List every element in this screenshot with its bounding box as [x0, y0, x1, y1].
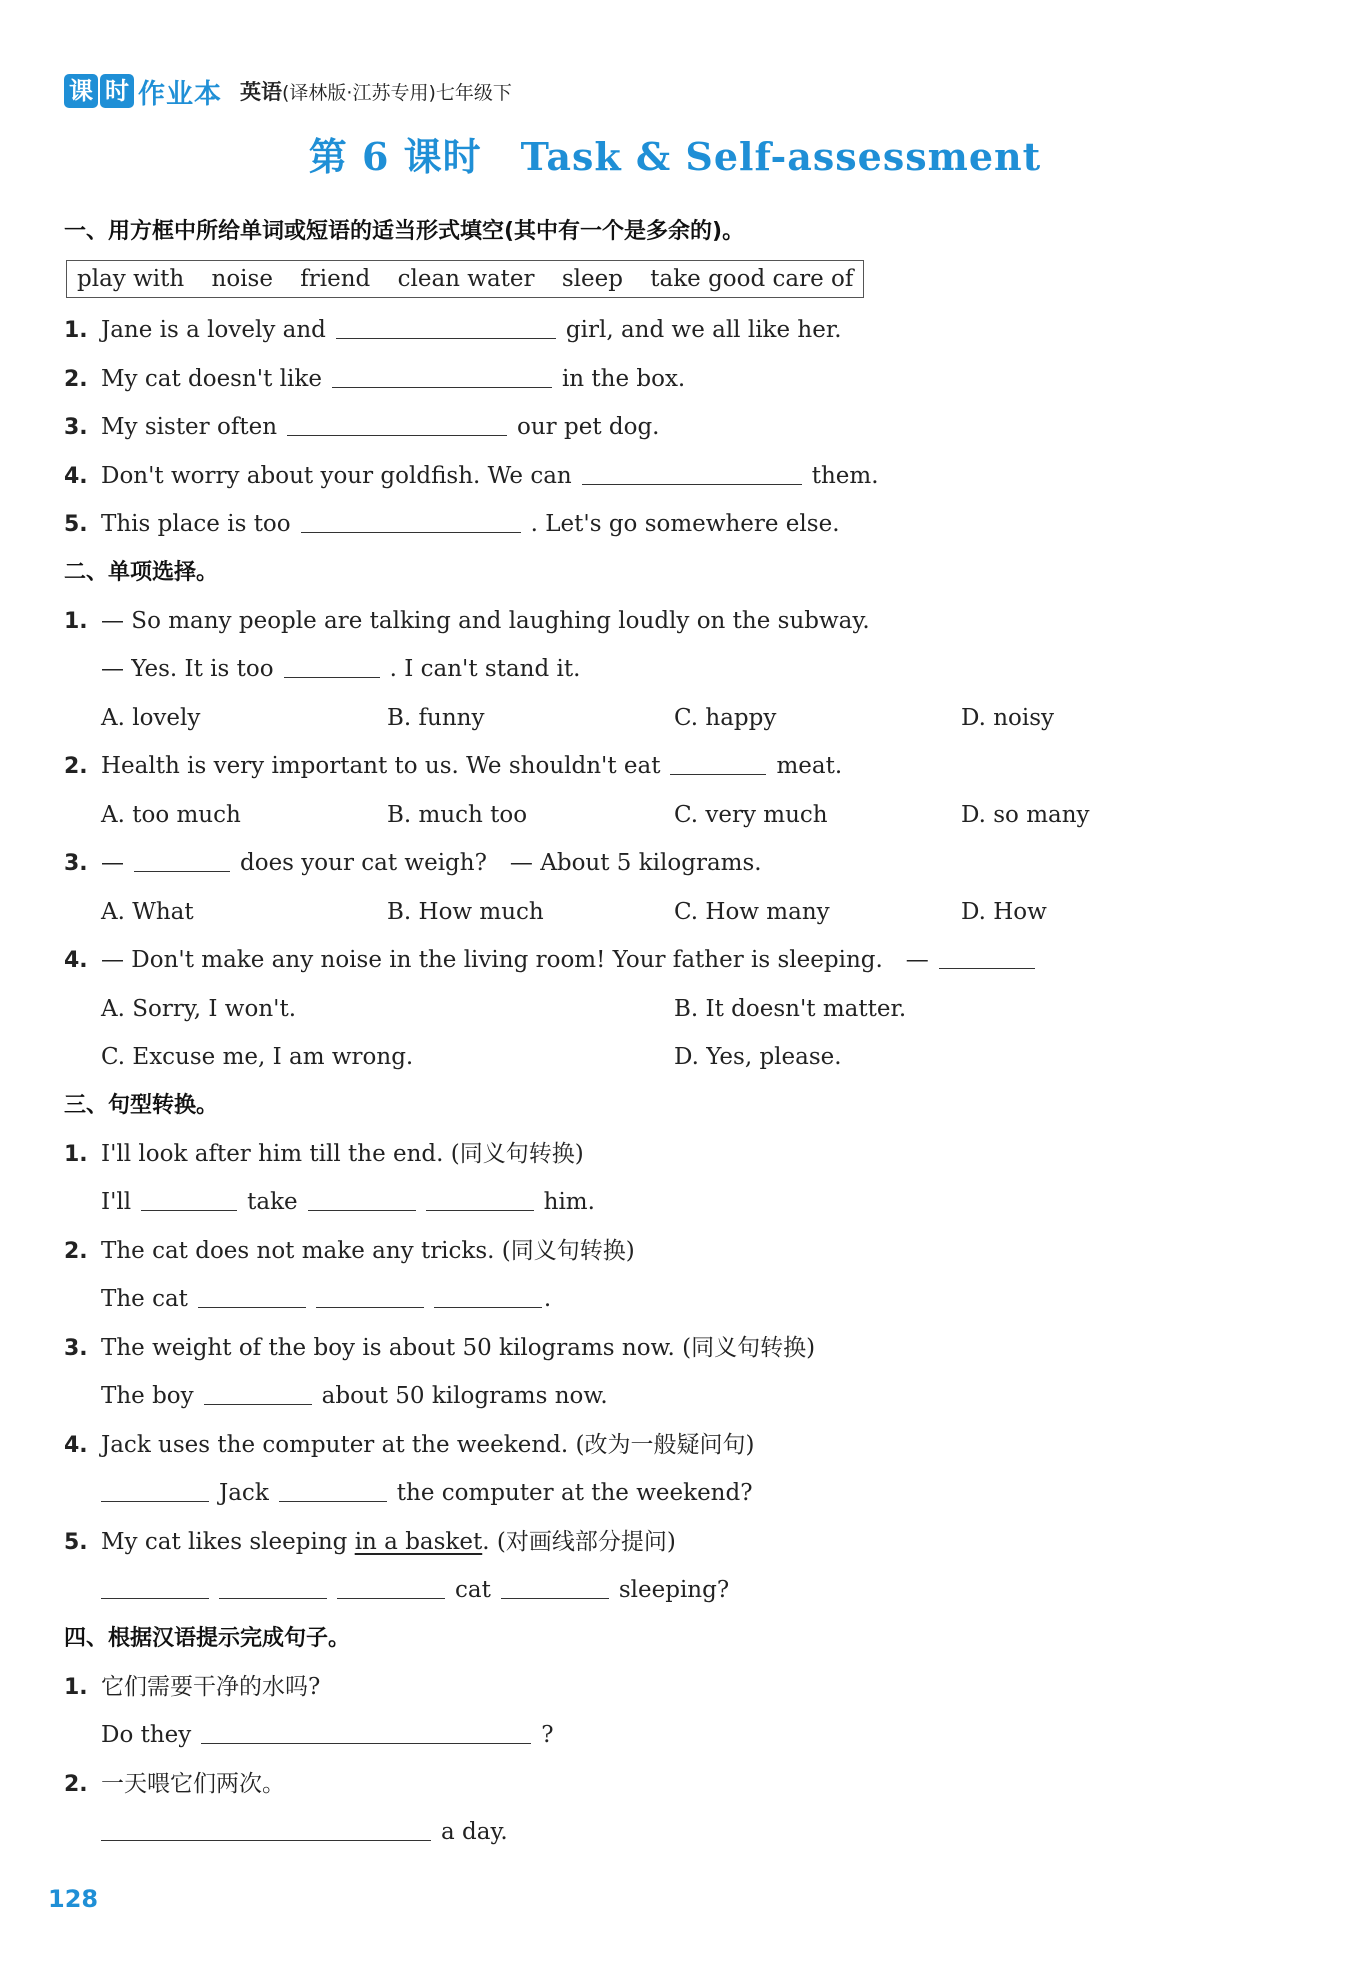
option-c[interactable]: C. How many [674, 898, 830, 925]
answer-blank[interactable] [426, 1184, 534, 1211]
answer-blank[interactable] [308, 1184, 416, 1211]
answer-blank[interactable] [939, 942, 1035, 969]
s3-question-1: 1. I'll look after him till the end. (同义句转换) [64, 1140, 584, 1167]
s2-q2-options [64, 791, 1284, 840]
answer-blank[interactable] [337, 1572, 445, 1599]
s3-question-4: 4. Jack uses the computer at the weekend. (改为一般疑问句) [64, 1431, 755, 1458]
book-logo [64, 74, 134, 108]
lesson-title: 第 6 课时 Task & Self-assessment [308, 134, 1042, 179]
logo-char-1: 课 [64, 74, 98, 108]
s1-question-1: 1. Jane is a lovely and girl, and we all like her. [64, 306, 1284, 355]
s3-answer-2: The cat . [64, 1275, 1284, 1324]
section-3-title: 三、句型转换。 [64, 1092, 219, 1118]
s1-question-3: 3. My sister often our pet dog. [64, 403, 1284, 452]
s2-question-1: 1. — So many people are talking and laughing loudly on the subway. [64, 607, 870, 634]
option-c[interactable]: C. happy [674, 704, 777, 731]
s1-question-2: 2. My cat doesn't like in the box. [64, 355, 1284, 404]
answer-blank[interactable] [134, 845, 230, 872]
option-b[interactable]: B. It doesn't matter. [674, 995, 907, 1022]
answer-blank[interactable] [284, 651, 380, 678]
answer-blank[interactable] [141, 1184, 237, 1211]
option-d[interactable]: D. noisy [961, 704, 1055, 731]
answer-blank[interactable] [198, 1281, 306, 1308]
word-box-item: noise [211, 266, 273, 292]
answer-blank[interactable] [316, 1281, 424, 1308]
exercise-content [64, 208, 1284, 1857]
page-number: 128 [48, 1885, 99, 1913]
option-d[interactable]: D. so many [961, 801, 1090, 828]
word-box [66, 260, 864, 298]
answer-blank[interactable] [670, 748, 766, 775]
answer-blank[interactable] [336, 312, 556, 339]
answer-blank[interactable] [101, 1475, 209, 1502]
s3-answer-1: I'll take him. [64, 1178, 1284, 1227]
s4-answer-1: Do they ? [64, 1711, 1284, 1760]
option-a[interactable]: A. What [101, 898, 194, 925]
s2-question-1-reply: — Yes. It is too . I can't stand it. [64, 645, 1284, 694]
s4-question-1: 1. 它们需要干净的水吗? [64, 1673, 321, 1700]
option-c[interactable]: C. very much [674, 801, 828, 828]
option-d[interactable]: D. Yes, please. [674, 1044, 842, 1070]
answer-blank[interactable] [204, 1378, 312, 1405]
answer-blank[interactable] [332, 361, 552, 388]
s3-question-3: 3. The weight of the boy is about 50 kilograms now. (同义句转换) [64, 1334, 816, 1361]
word-box-item: sleep [561, 266, 623, 292]
logo-char-2: 时 [100, 74, 134, 108]
logo-text: 作业本 [138, 78, 222, 110]
section-4-title: 四、根据汉语提示完成句子。 [64, 1625, 351, 1651]
option-a[interactable]: A. lovely [101, 704, 201, 731]
option-d[interactable]: D. How [961, 898, 1047, 925]
underlined-phrase: in a basket [354, 1528, 483, 1555]
s3-question-5: 5. My cat likes sleeping in a basket. (对画线部分提问) [64, 1528, 676, 1555]
s2-q4-options-row1 [64, 985, 1284, 1034]
s3-question-2: 2. The cat does not make any tricks. (同义句转换) [64, 1237, 635, 1264]
s4-question-2: 2. 一天喂它们两次。 [64, 1770, 285, 1797]
answer-blank[interactable] [101, 1572, 209, 1599]
s2-question-4: 4. — Don't make any noise in the living room! Your father is sleeping. — [64, 936, 1284, 985]
section-2-title: 二、单项选择。 [64, 559, 219, 585]
s2-q4-options-row2 [64, 1033, 1284, 1082]
s4-answer-2: a day. [64, 1808, 1284, 1857]
answer-blank[interactable] [434, 1281, 542, 1308]
s3-answer-3: The boy about 50 kilograms now. [64, 1372, 1284, 1421]
option-c[interactable]: C. Excuse me, I am wrong. [101, 1044, 414, 1070]
option-b[interactable]: B. funny [387, 704, 485, 731]
answer-blank[interactable] [201, 1717, 531, 1744]
answer-blank[interactable] [301, 506, 521, 533]
s2-q1-options [64, 694, 1284, 743]
book-header [64, 70, 512, 112]
option-b[interactable]: B. much too [387, 801, 528, 828]
answer-blank[interactable] [501, 1572, 609, 1599]
s2-question-2: 2. Health is very important to us. We shouldn't eat meat. [64, 742, 1284, 791]
s1-question-5: 5. This place is too . Let's go somewhere else. [64, 500, 1284, 549]
answer-blank[interactable] [582, 458, 802, 485]
s3-answer-5: cat sleeping? [64, 1566, 1284, 1615]
subject-label: 英语(译林版·江苏专用)七年级下 [240, 80, 512, 104]
s1-question-4: 4. Don't worry about your goldfish. We can them. [64, 452, 1284, 501]
option-a[interactable]: A. Sorry, I won't. [101, 995, 297, 1022]
answer-blank[interactable] [279, 1475, 387, 1502]
option-b[interactable]: B. How much [387, 898, 544, 925]
word-box-item: friend [300, 266, 371, 292]
section-1-title: 一、用方框中所给单词或短语的适当形式填空(其中有一个是多余的)。 [64, 219, 745, 244]
word-box-item: take good care of [650, 266, 854, 292]
s2-question-3: 3. — does your cat weigh? — About 5 kilograms. [64, 839, 1284, 888]
s2-q3-options [64, 888, 1284, 937]
answer-blank[interactable] [287, 409, 507, 436]
s3-answer-4: Jack the computer at the weekend? [64, 1469, 1284, 1518]
word-box-item: play with [77, 266, 185, 292]
answer-blank[interactable] [101, 1814, 431, 1841]
word-box-item: clean water [397, 266, 535, 292]
option-a[interactable]: A. too much [101, 801, 241, 828]
answer-blank[interactable] [219, 1572, 327, 1599]
